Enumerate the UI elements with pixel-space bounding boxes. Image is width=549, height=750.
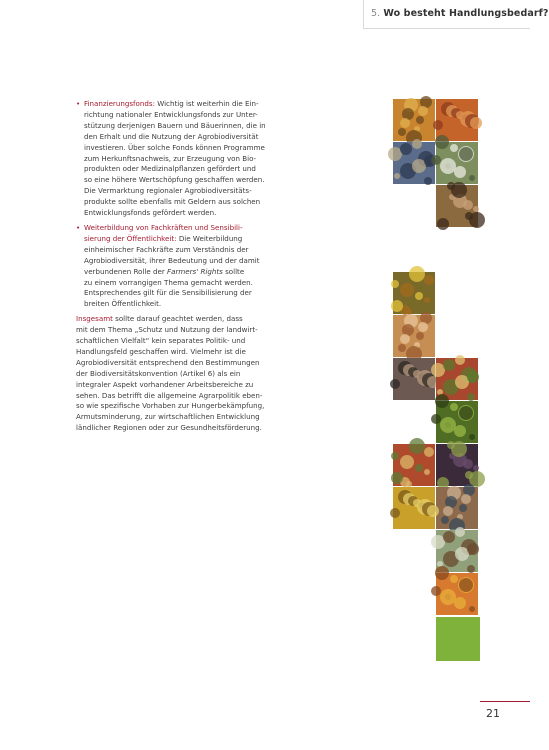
- text-line: investieren. Über solche Fonds können Programme: [84, 142, 265, 152]
- text-line: Entwicklungsfonds gefördert werden.: [84, 208, 217, 218]
- text-line: [84, 267, 276, 278]
- italic-term: Farmers' Rights: [167, 266, 223, 276]
- text-line: schaftlichen Vielfalt“ kein separates Politik- und: [76, 336, 246, 346]
- chili-sacks-photo: [436, 99, 478, 141]
- line-text: Die Weiterbildung: [176, 233, 243, 243]
- text-line: ländlicher Regionen oder zur Gesundheitsförderung.: [76, 423, 262, 433]
- text-line: so eine höhere Wertschöpfung geschaffen werden.: [84, 175, 265, 185]
- vegetable-market-photo: [393, 444, 435, 486]
- bullet-weiterbildung: [76, 223, 276, 310]
- produce-pile-photo: [436, 358, 478, 400]
- text-line: richtung nationaler Entwicklungsfonds zur Unter-: [84, 109, 258, 119]
- cattle-pasture-photo: [436, 530, 478, 572]
- text-line: der Biodiversitätskonvention (Artikel 6) als ein: [76, 368, 241, 378]
- bullet-marker: •: [76, 222, 81, 232]
- text-line: zum Herkunftsnachweis, zur Erzeugung von Bio-: [84, 153, 257, 163]
- text-line: zu einem vorrangigen Thema gemacht werden.: [84, 277, 253, 287]
- line-text: sollte: [222, 266, 245, 276]
- running-header: [371, 8, 549, 19]
- page-number: 21: [486, 707, 500, 720]
- text-line: Entsprechendes gilt für die Sensibilisierung der: [84, 288, 252, 298]
- bananas-photo: [393, 487, 435, 529]
- bullet-heading: Weiterbildung von Fachkräften und Sensibili-: [84, 222, 243, 232]
- text-line: stützung derjenigen Bauern und Bäuerinnen, die in: [84, 120, 266, 130]
- text-line: so wie spezifische Vorhaben zur Hungerbekämpfung,: [76, 401, 265, 411]
- green-accent-block: [436, 617, 480, 661]
- text-line: Handlungsfeld geschaffen wird. Vielmehr ist die: [76, 346, 246, 356]
- farmer-portrait-photo: [436, 185, 478, 227]
- line-text: Wichtig ist weiterhin die Ein-: [154, 99, 259, 108]
- bullet-heading: Finanzierungsfonds:: [84, 99, 155, 108]
- body-text-column: [76, 99, 276, 434]
- text-line: produkte sollte ebenfalls mit Geldern aus solchen: [84, 197, 261, 207]
- section-title: Wo besteht Handlungsbedarf?: [383, 8, 549, 19]
- bullet-heading: sierung der Öffentlichkeit:: [84, 233, 177, 243]
- bullet-marker: •: [76, 99, 81, 108]
- line-text: sollte darauf geachtet werden, dass: [112, 314, 243, 324]
- text-line: mit dem Thema „Schutz und Nutzung der landwirt-: [76, 325, 258, 335]
- vendor-woman-photo: [436, 487, 478, 529]
- text-line: einheimischer Fachkräfte zum Verständnis der: [84, 244, 249, 254]
- text-line: [84, 99, 276, 110]
- paragraph-lead: Insgesamt: [76, 314, 113, 324]
- footer-rule: [480, 701, 530, 702]
- text-line: Die Vermarktung regionaler Agrobiodiversitäts-: [84, 186, 252, 196]
- photo-mosaic: [393, 99, 480, 661]
- text-line: [76, 314, 276, 325]
- geese-field-photo: [436, 142, 478, 184]
- text-line: den Erhalt und die Nutzung der Agrobiodiversität: [84, 131, 259, 141]
- text-line: Agrobiodiversität entsprechend den Bestimmungen: [76, 357, 260, 367]
- mangoes-photo: [436, 573, 478, 615]
- yellow-fruit-crate-photo: [393, 272, 435, 314]
- paragraph-insgesamt: [76, 314, 276, 434]
- seed-bags-photo: [393, 142, 435, 184]
- beans-grains-photo: [393, 315, 435, 357]
- text-line: integraler Aspekt vorhandener Arbeitsbereiche zu: [76, 379, 254, 389]
- bullet-finanzierungsfonds: [76, 99, 276, 219]
- header-divider-vertical: [363, 0, 364, 28]
- text-line: produkten oder Medizinalpflanzen gefördert und: [84, 164, 256, 174]
- green-tomatoes-photo: [436, 401, 478, 443]
- text-line: sehen. Das betrifft die allgemeine Agrarpolitik eben-: [76, 390, 263, 400]
- text-line: [84, 234, 276, 245]
- eggplants-photo: [436, 444, 478, 486]
- line-text: verbundenen Rolle der: [84, 266, 168, 276]
- market-fruit-photo: [393, 99, 435, 141]
- text-line: Armutsminderung, zur wirtschaftlichen Entwicklung: [76, 412, 260, 422]
- market-stall-photo: [393, 358, 435, 400]
- text-line: breiten Öffentlichkeit.: [84, 299, 162, 309]
- text-line: Agrobiodiversität, ihrer Bedeutung und der damit: [84, 255, 260, 265]
- section-number: 5.: [371, 8, 381, 19]
- header-divider-horizontal: [363, 28, 530, 29]
